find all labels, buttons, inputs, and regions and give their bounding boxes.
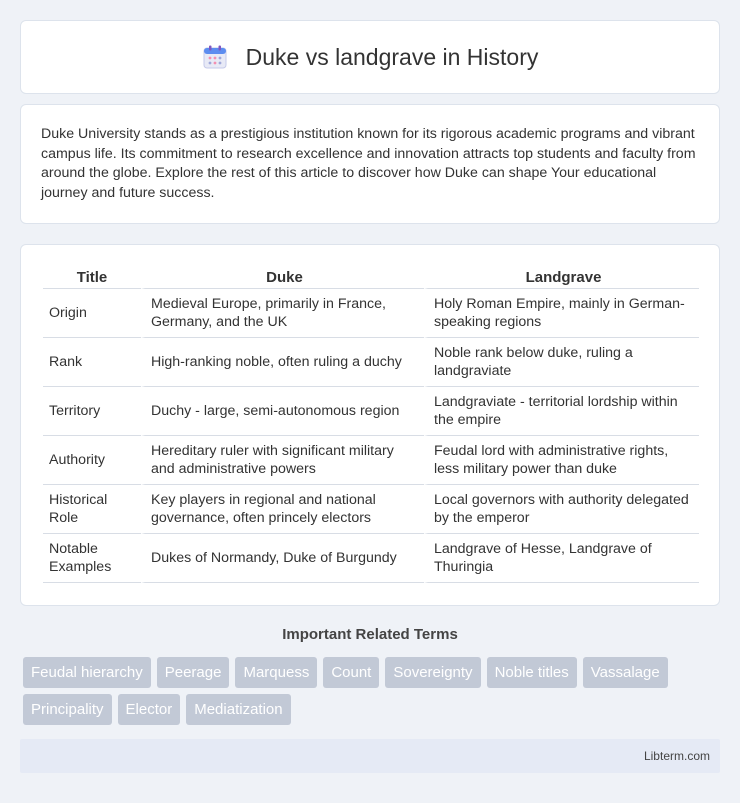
table-row — [43, 485, 699, 534]
row-label: Notable Examples — [43, 534, 141, 583]
duke-cell: Medieval Europe, primarily in France, Germany, and the UK — [141, 289, 424, 338]
duke-cell: Duchy - large, semi-autonomous region — [141, 387, 424, 436]
header-card — [20, 20, 720, 94]
comparison-table — [43, 265, 699, 583]
row-label: Authority — [43, 436, 141, 485]
header-duke: Duke — [141, 265, 424, 289]
landgrave-cell: Local governors with authority delegated by the emperor — [424, 485, 699, 534]
landgrave-cell: Holy Roman Empire, mainly in German-speaking regions — [424, 289, 699, 338]
header — [202, 44, 539, 71]
page-title: Duke vs landgrave in History — [245, 43, 539, 70]
footer-site-name: Libterm.com — [643, 749, 710, 763]
tag-elector[interactable]: Elector — [118, 694, 181, 725]
tag-mediatization[interactable]: Mediatization — [186, 694, 290, 725]
duke-cell: Key players in regional and national governance, often princely electors — [141, 485, 424, 534]
header-landgrave: Landgrave — [424, 265, 699, 289]
tag-vassalage[interactable]: Vassalage — [583, 657, 668, 688]
intro-text: Duke University stands as a prestigious institution known for its rigorous academic programs and vibrant campus life. Its commitment to research excellence and innovation attracts top students and faculty from around the globe. Explore the rest of this article to discover how Duke can shape Your educational journey and future success. — [41, 126, 696, 201]
tag-row — [23, 694, 723, 725]
duke-cell: Hereditary ruler with significant military and administrative powers — [141, 436, 424, 485]
duke-cell: Dukes of Normandy, Duke of Burgundy — [141, 534, 424, 583]
tag-noble-titles[interactable]: Noble titles — [487, 657, 577, 688]
table-row — [43, 436, 699, 485]
duke-cell: High-ranking noble, often ruling a duchy — [141, 338, 424, 387]
tag-feudal-hierarchy[interactable]: Feudal hierarchy — [23, 657, 151, 688]
related-terms-heading: Important Related Terms — [282, 626, 458, 643]
row-label: Rank — [43, 338, 141, 387]
table-row — [43, 387, 699, 436]
landgrave-cell: Feudal lord with administrative rights, less military power than duke — [424, 436, 699, 485]
header-title: Title — [43, 265, 141, 289]
tag-row — [23, 657, 723, 688]
landgrave-cell: Landgrave of Hesse, Landgrave of Thuringia — [424, 534, 699, 583]
footer — [20, 739, 720, 773]
landgrave-cell: Landgraviate - territorial lordship within the empire — [424, 387, 699, 436]
tag-principality[interactable]: Principality — [23, 694, 112, 725]
table-row — [43, 289, 699, 338]
calendar-icon — [202, 44, 228, 70]
comparison-card — [20, 244, 720, 606]
intro-card — [20, 104, 720, 224]
table-row — [43, 338, 699, 387]
table-row — [43, 534, 699, 583]
row-label: Territory — [43, 387, 141, 436]
related-terms-tags — [23, 657, 723, 731]
tag-sovereignty[interactable]: Sovereignty — [385, 657, 480, 688]
landgrave-cell: Noble rank below duke, ruling a landgraviate — [424, 338, 699, 387]
tag-marquess[interactable]: Marquess — [235, 657, 317, 688]
row-label: Historical Role — [43, 485, 141, 534]
row-label: Origin — [43, 289, 141, 338]
tag-peerage[interactable]: Peerage — [157, 657, 230, 688]
table-header-row — [43, 265, 699, 289]
tag-count[interactable]: Count — [323, 657, 379, 688]
